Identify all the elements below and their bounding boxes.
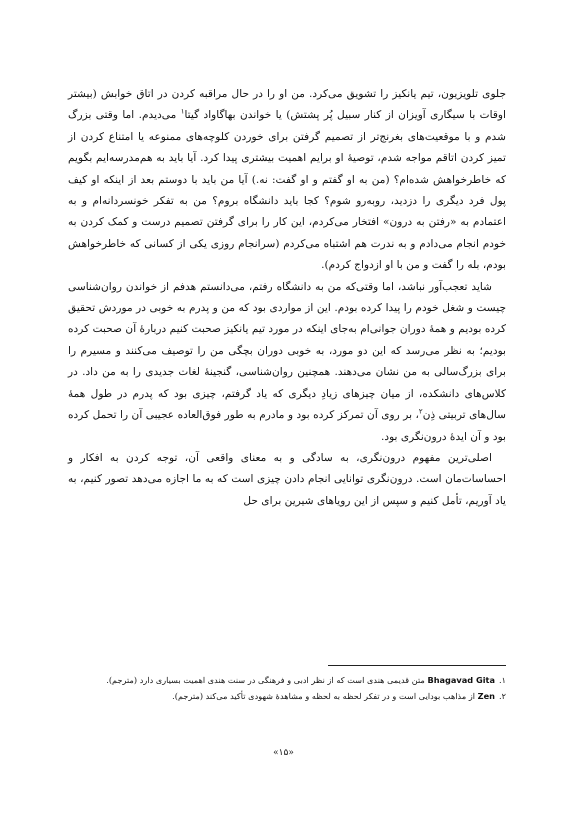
- footnote-text: از مذاهب بودایی است و در تفکر لحظه به لحظه و مشاهدهٔ شهودی تأکید می‌کند (مترجم).: [172, 691, 478, 701]
- page-number: «۱۵»: [273, 748, 294, 758]
- footnote-1: [68, 672, 506, 688]
- page-body: [68, 84, 506, 512]
- footnote-term: Zen: [477, 691, 495, 701]
- footnote-divider: [328, 665, 506, 666]
- paragraph-text: شاید تعجب‌آور نباشد، اما وقتی‌که من به دانشگاه رفتم، می‌دانستم هدفم از خواندن روان‌شناسی چیست و شغل خودم را پیدا کرده بودم. این از مواردی بود که من و پدرم به خوبی در موردش تحقیق کرده بودیم و همهٔ دوران جوانی‌ام به‌جای اینکه در مورد تیم یانکیز صحبت کنیم دربارهٔ آن صحبت کرده بودیم؛ به نظر می‌رسد که این دو مورد، به خوبی دوران بچگی من را توصیف می‌کنند و مسیرم را برای بزرگ‌سالی به من نشان می‌دهند. همچنین روان‌شناسی، گنجینهٔ لغات جدیدی را به من داد. در کلاس‌های دانشکده، از میان چیزهای زیادِ دیگری که یاد گرفتم، چیزی بود که پدرم در طول همهٔ سال‌های تربیتی ذِن: [68, 280, 506, 422]
- footnote-ref[interactable]: ۱: [180, 107, 185, 116]
- footnote-number: ۲.: [498, 691, 506, 701]
- footnotes: [68, 672, 506, 704]
- footnote-term: Bhagavad Gita: [427, 675, 495, 685]
- paragraph-text: اصلی‌ترین مفهوم درون‌نگری، به سادگی و به معنای واقعی آن، توجه کردن به افکار و احساسات‌مان است. درون‌نگری توانایی انجام دادن چیزی است که به ما اجازه می‌دهد تصور کنیم، به یاد آوریم، تأمل کنیم و سپس از این رویاهای شیرین برای حل: [68, 451, 506, 507]
- paragraph-text: ، بر روی آن تمرکز کرده بود و مادرم به طور فوق‌العاده عجیبی آن را تحمل کرده بود و آن ایدهٔ درون‌نگری بود.: [68, 409, 506, 443]
- footnote-text: متن قدیمی هندی است که از نظر ادبی و فرهنگی در سنت هندی اهمیت بسیاری دارد (مترجم).: [106, 675, 428, 685]
- paragraph-3: [68, 448, 506, 512]
- footnote-2: [68, 688, 506, 704]
- paragraph-2: [68, 277, 506, 448]
- paragraph-text: می‌دیدم. اما وقتی بزرگ شدم و با موقعیت‌های بغرنج‌تر از تصمیم گرفتن برای خوردن کلوچه‌های ممنوعه یا امتناع کردن از تمیز کردن اتاقم مواجه شدم، توصیهٔ او برایم اهمیت بیشتری پیدا کرد. آیا باید به هم‌مدرسه‌ایم بگویم که خاطرخواهش شده‌ام؟ (من به او گفتم و او گفت: نه.) آیا من باید با دوستم بعد از اینکه او کیف پول فرد دیگری را دزدید، روبه‌رو شوم؟ کجا باید دانشگاه بروم؟ من به تفکر خونسردانه‌ام و به اعتمادم به «رفتن به درون» افتخار می‌کردم، این کار را برای گرفتن تصمیم درست و کمک کردن به خودم انجام می‌دادم و به ندرت هم اشتباه می‌کردم (سرانجام روزی یکی از کسانی که خاطرخواهش بودم، بله را گفت و من با او ازدواج کردم).: [68, 109, 506, 272]
- paragraph-text: جلوی تلویزیون، تیم یانکیز را تشویق می‌کرد. من او را در حال مراقبه کردن در اتاق خوابش (بیشتر اوقات با سیگاری آویزان از کنار سبیل پُر پشتش) یا خواندن بهاگاواد گیتا: [68, 88, 506, 122]
- footnote-ref[interactable]: ۲: [418, 407, 423, 416]
- footnote-number: ۱.: [498, 675, 506, 685]
- paragraph-1: [68, 84, 506, 277]
